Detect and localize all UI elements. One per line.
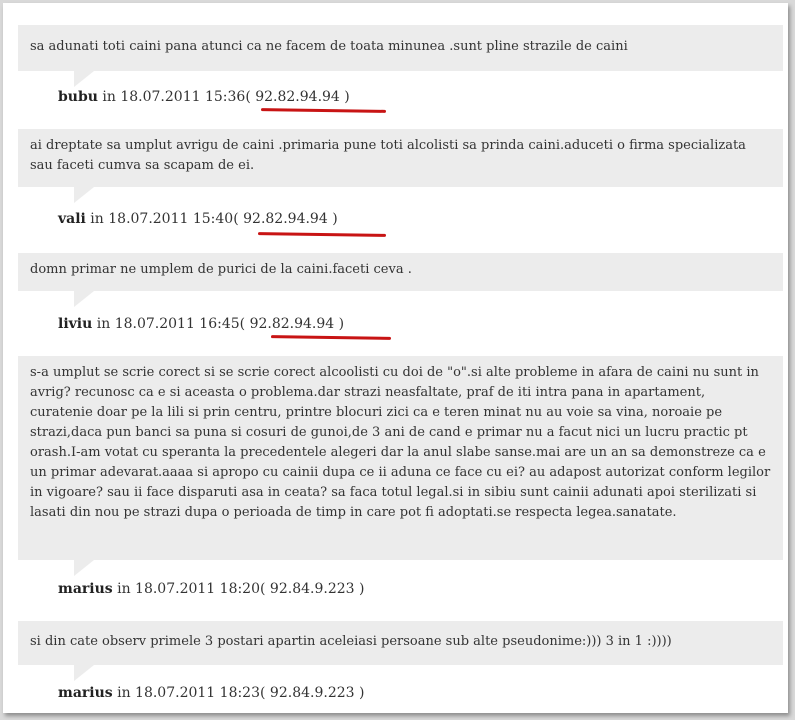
comment-ip: ( 92.82.94.94 ): [239, 316, 345, 332]
comment-bubble: [18, 356, 783, 560]
red-underline: [258, 232, 386, 237]
comment-author[interactable]: bubu: [58, 89, 98, 105]
comment-text: s-a umplut se scrie corect si se scrie corect alcoolisti cu doi de "o".si alte probleme in afara de caini nu sunt in avrig? recunosc ca e si aceasta o problema.dar strazi neasfaltate, praf de iti intra pana in apartament, curatenie doar pe la lili si prin centru, printre blocuri zici ca e teren minat nu au voie sa vina, noroaie pe strazi,daca pun banci sa puna si cosuri de gunoi,de 3 ani de cand e primar nu a facut nici un lucru practic pt orash.I-am votat cu speranta la precedentele alegeri dar la anul slabe sanse.mai are un an sa demonstreze ca e un primar adevarat.aaaa si apropo cu cainii dupa ce ii aduna ce face cu ei? au adapost autorizat conform legilor in vigoare? sau ii face disparuti asa in ceata? sa faca totul legal.si in sibiu sunt cainii adunati apoi sterilizati si lasati din nou pe strazi dupa o perioada de timp in care pot fi adoptati.se respecta legea.sanatate.: [30, 365, 771, 520]
comment-author[interactable]: marius: [58, 685, 113, 701]
comment-meta: [58, 685, 364, 701]
comment-bubble: [18, 253, 783, 291]
comment-author[interactable]: vali: [58, 211, 86, 227]
meta-in: in: [117, 581, 131, 597]
comment-text: si din cate observ primele 3 postari apartin aceleiasi persoane sub alte pseudonime:))) 3 in 1 :)))): [30, 634, 672, 649]
comment-ip: ( 92.84.9.223 ): [260, 581, 365, 597]
comment-datetime: 18.07.2011 18:20: [135, 581, 261, 597]
screenshot-frame: [3, 3, 788, 713]
red-underline: [271, 335, 391, 340]
comment-meta: [58, 316, 344, 332]
comment-meta: [58, 211, 338, 227]
meta-in: in: [117, 685, 131, 701]
meta-in: in: [90, 211, 104, 227]
comment-datetime: 18.07.2011 16:45: [114, 316, 240, 332]
comment-ip: ( 92.84.9.223 ): [260, 685, 365, 701]
meta-in: in: [102, 89, 116, 105]
comment-text: domn primar ne umplem de purici de la caini.faceti ceva .: [30, 262, 412, 277]
comment-datetime: 18.07.2011 15:36: [120, 89, 246, 105]
meta-in: in: [96, 316, 111, 332]
comment-datetime: 18.07.2011 15:40: [108, 211, 234, 227]
comment-ip: ( 92.82.94.94 ): [233, 211, 338, 227]
comment-meta: [58, 89, 350, 105]
comment-bubble: [18, 129, 783, 187]
comment-author[interactable]: liviu: [58, 316, 93, 332]
comment-ip: ( 92.82.94.94 ): [245, 89, 350, 105]
comment-meta: [58, 581, 364, 597]
red-underline: [261, 108, 386, 113]
comment-author[interactable]: marius: [58, 581, 113, 597]
comment-bubble: [18, 621, 783, 665]
comment-text: sa adunati toti caini pana atunci ca ne facem de toata minunea .sunt pline strazile de caini: [30, 39, 628, 54]
comment-bubble: [18, 25, 783, 71]
comment-datetime: 18.07.2011 18:23: [135, 685, 261, 701]
comment-text: ai dreptate sa umplut avrigu de caini .primaria pune toti alcolisti sa prinda caini.aduceti o firma specializata sau faceti cumva sa scapam de ei.: [30, 138, 746, 173]
